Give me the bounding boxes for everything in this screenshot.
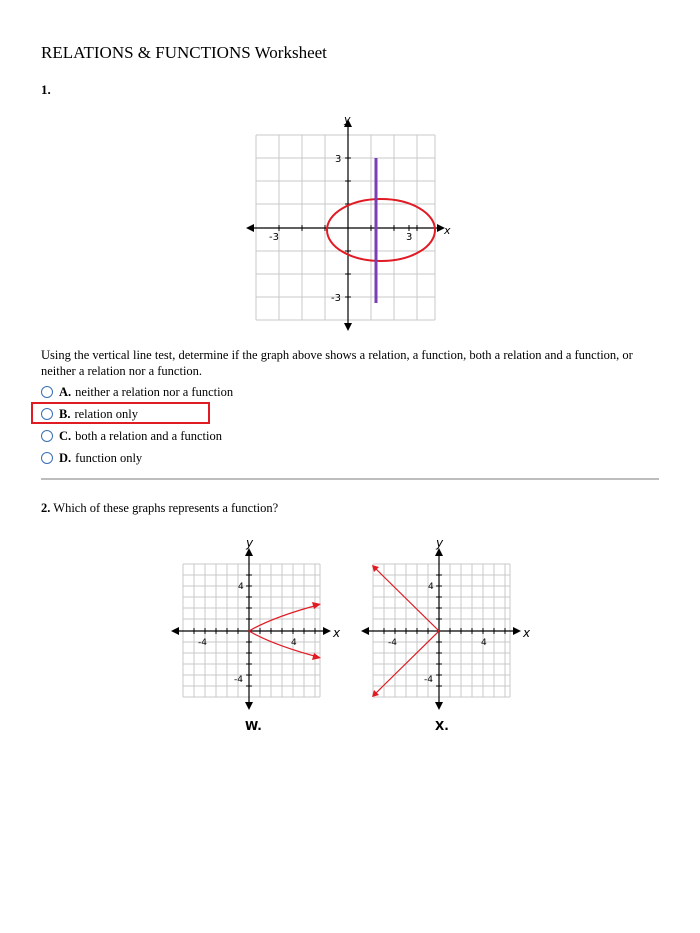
selected-answer-highlight (31, 402, 210, 424)
question-2-number: 2. (41, 501, 51, 515)
graph-x-right-arrow (513, 627, 521, 635)
q1-x-axis-label: x (444, 224, 451, 237)
radio-button[interactable] (41, 430, 53, 442)
worksheet-title: RELATIONS & FUNCTIONS Worksheet (41, 43, 327, 62)
q1-x-tick-label: 3 (406, 232, 413, 243)
option-text: function only (75, 450, 143, 465)
option-letter: A. (59, 384, 72, 399)
question-2-text: Which of these graphs represents a function? (53, 501, 279, 515)
option-a[interactable] (41, 381, 341, 403)
graph-x-x-axis-label: x (523, 626, 531, 640)
graph-w-y-tick-label: 4 (238, 582, 244, 592)
option-text: relation only (74, 406, 138, 421)
radio-button[interactable] (41, 452, 53, 464)
graph-w-left-arrow (171, 627, 179, 635)
option-letter: B. (59, 406, 71, 421)
graph-w-label: W. (245, 719, 262, 733)
graph-w-y-tick-label: -4 (234, 675, 243, 685)
graph-w-right-arrow (323, 627, 331, 635)
q1-y-axis-down-arrow (344, 323, 352, 331)
q1-x-axis-left-arrow (246, 224, 254, 232)
graph-w-y-axis-label: y (246, 537, 254, 550)
graph-x-y-tick-label: 4 (428, 582, 434, 592)
q1-y-tick-label: -3 (331, 293, 341, 304)
question-1-prompt: Using the vertical line test, determine if the graph above shows a relation, a function, both a relation and a function, or neither a relation nor a function. (41, 348, 633, 378)
radio-button[interactable] (41, 386, 53, 398)
option-letter: C. (59, 428, 72, 443)
graph-x-x-tick-label: -4 (388, 638, 397, 648)
option-text: both a relation and a function (75, 428, 222, 443)
option-letter: D. (59, 450, 72, 465)
graph-w-x-tick-label: -4 (198, 638, 207, 648)
graph-x-y-axis-label: y (436, 537, 444, 550)
question-1-number: 1. (41, 82, 51, 97)
graph-x-label: X. (435, 719, 449, 733)
q1-x-tick-label: -3 (269, 232, 279, 243)
graph-x-x-tick-label: 4 (481, 638, 487, 648)
question-2-prompt (41, 501, 278, 516)
graph-w-x-tick-label: 4 (291, 638, 297, 648)
option-d[interactable] (41, 447, 341, 469)
graph-w-x-axis-label: x (333, 626, 341, 640)
option-text: neither a relation nor a function (75, 384, 234, 399)
graph-x-left-arrow (361, 627, 369, 635)
q1-y-tick-label: 3 (335, 154, 342, 165)
q1-graph (245, 112, 460, 332)
graph-w-down-arrow (245, 702, 253, 710)
q2-graph-w (165, 537, 350, 737)
q1-y-axis-label: y (344, 113, 351, 126)
q1-ellipse-curve (327, 199, 435, 261)
graph-x-down-arrow (435, 702, 443, 710)
question-1-options (41, 381, 341, 469)
q2-graph-x (355, 537, 540, 737)
graph-x-y-tick-label: -4 (424, 675, 433, 685)
option-c[interactable] (41, 425, 341, 447)
section-divider (41, 478, 659, 480)
